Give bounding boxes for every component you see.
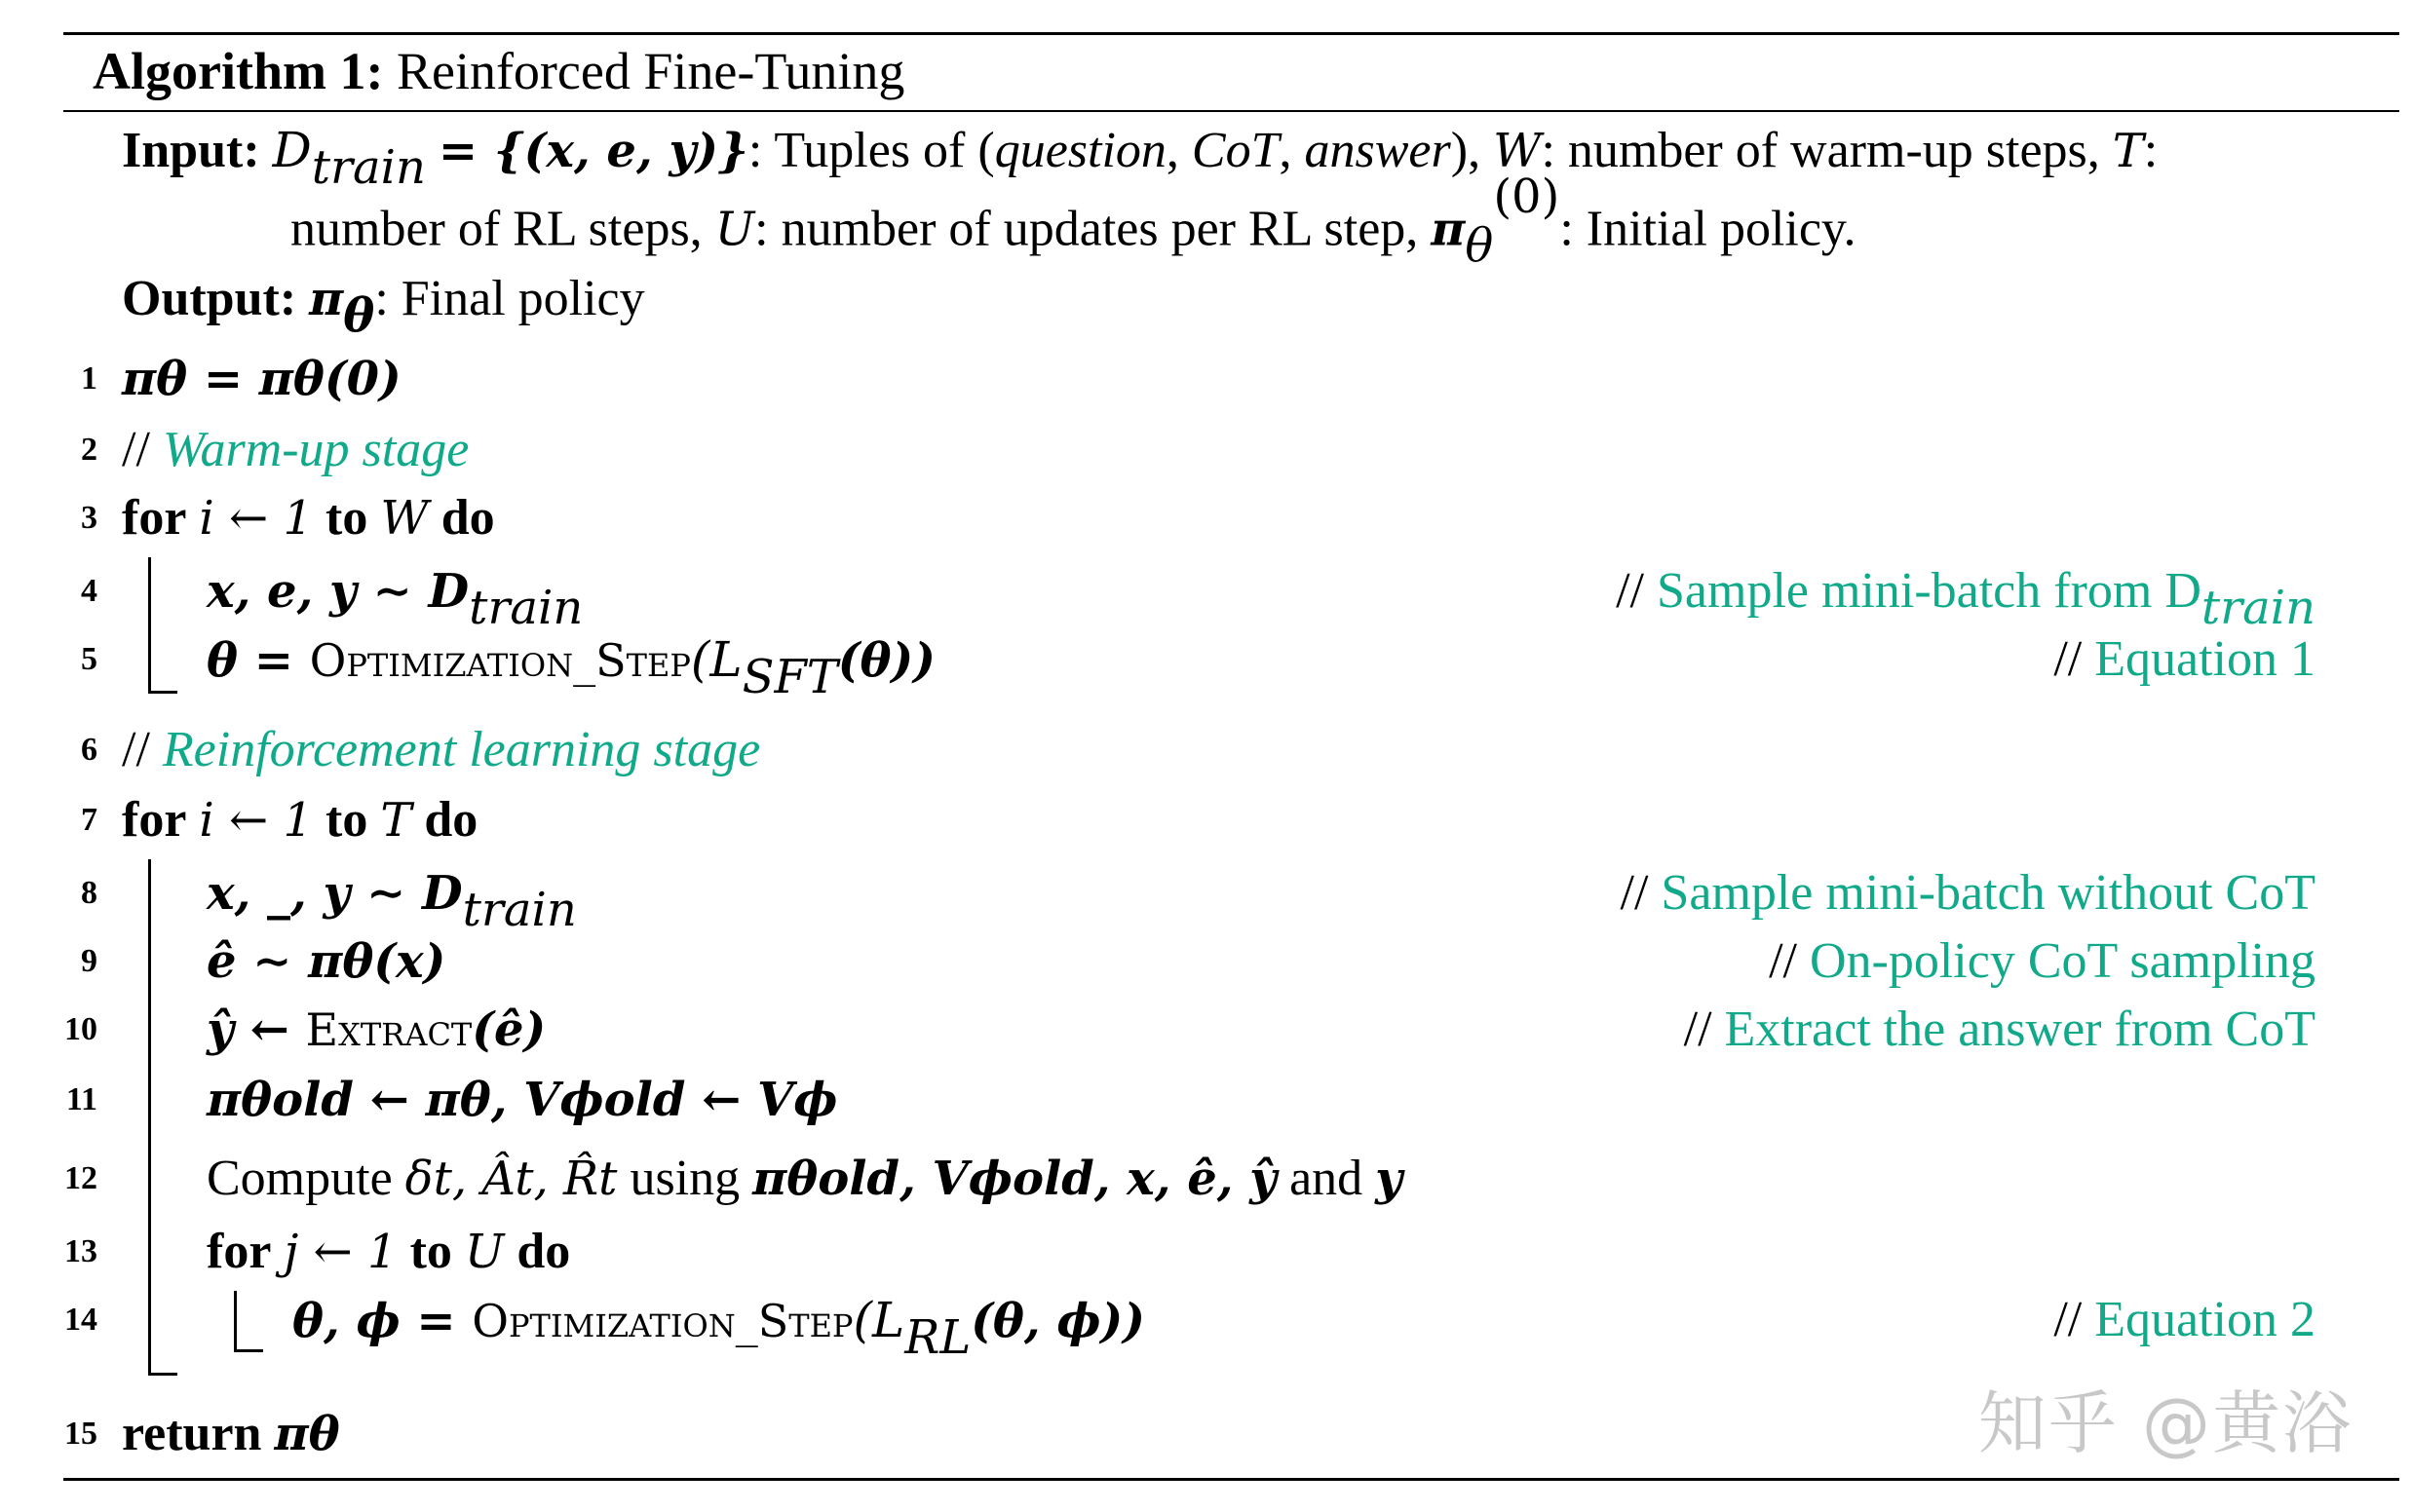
line-10-comment	[1684, 999, 2315, 1061]
line-number: 4	[81, 573, 97, 609]
loop-range: i ← 1	[199, 793, 314, 848]
comment-slashes: //	[2053, 631, 2083, 687]
return-value: πθ	[274, 1407, 340, 1461]
using-word: using	[630, 1151, 741, 1206]
dataset-symbol: D	[272, 122, 312, 178]
comment-slashes: //	[1683, 1002, 1712, 1057]
do-keyword: do	[517, 1224, 571, 1279]
for-keyword: for	[122, 792, 187, 848]
line-3	[122, 487, 495, 549]
title-rule	[63, 110, 2399, 112]
algorithm-title	[93, 37, 904, 105]
t-desc: number of RL steps,	[290, 201, 703, 257]
loop-bound: W	[380, 491, 429, 546]
to-keyword: to	[325, 490, 368, 546]
line-10-post: (ê)	[472, 1002, 547, 1057]
zhihu-watermark: 知乎 @黄浴	[1977, 1383, 2353, 1463]
line-number: 15	[64, 1416, 97, 1452]
line-12-math-2: πθold, Vϕold, x, ê, ŷ	[752, 1152, 1278, 1206]
line-14-comment	[2053, 1289, 2315, 1351]
line-14-loss: (L	[853, 1292, 905, 1348]
line-number: 5	[81, 641, 97, 677]
line-8-comment-text: Sample mini-batch without CoT	[1661, 865, 2315, 921]
line-4-comment-sub: train	[2201, 580, 2315, 635]
line-14-fn: Optimization_Step	[472, 1295, 854, 1347]
line-number: 9	[81, 943, 97, 979]
input-line-2	[290, 170, 1856, 274]
line-14-pre: θ, ϕ =	[292, 1294, 473, 1348]
do-keyword: do	[440, 490, 495, 546]
line-15	[122, 1403, 340, 1465]
line-number: 10	[64, 1011, 97, 1047]
inner-loop-end	[234, 1349, 263, 1352]
w-symbol: W	[1493, 124, 1542, 178]
rl-stage-comment: Reinforcement learning stage	[162, 722, 761, 777]
comment-slashes: //	[1616, 563, 1644, 619]
line-11-code: πθold ← πθ, Vϕold ← Vϕ	[207, 1073, 838, 1127]
line-9-code: ê ∼ πθ(x)	[207, 934, 446, 989]
line-8-sub: train	[462, 882, 577, 937]
and-word: and	[1289, 1151, 1363, 1206]
line-10-fn: Extract	[305, 1003, 473, 1056]
loop-bound: T	[380, 793, 412, 848]
line-4-expr: x, e, y ∼ D	[207, 564, 470, 619]
line-10-pre: ŷ ←	[207, 1002, 306, 1057]
comment-slashes: //	[2053, 1292, 2083, 1347]
line-number: 8	[81, 875, 97, 911]
line-5-sub: SFT	[742, 649, 838, 704]
comment-slashes: //	[1769, 933, 1797, 989]
warmup-loop-end	[148, 691, 177, 694]
tuples-suffix: ),	[1450, 123, 1481, 178]
output-label: Output:	[122, 271, 297, 326]
line-number: 3	[81, 500, 97, 536]
line-10-code	[207, 999, 546, 1061]
line-14-sub: RL	[904, 1309, 972, 1365]
output-line	[122, 268, 645, 343]
input-label: Input:	[122, 123, 260, 178]
line-12-math-1: δt, Ât, R̂t	[404, 1152, 618, 1206]
to-keyword: to	[325, 792, 368, 848]
line-5-comment	[2053, 628, 2315, 691]
line-9-comment-text: On-policy CoT sampling	[1809, 933, 2315, 989]
t-symbol: T	[2112, 124, 2144, 178]
rl-loop-end	[148, 1373, 177, 1376]
inner-loop-bar	[234, 1291, 237, 1351]
line-4-comment	[1616, 560, 2315, 635]
pi-initial-sub: θ	[1465, 218, 1494, 274]
algorithm-name: Reinforced Fine-Tuning	[396, 42, 905, 100]
line-number: 6	[81, 732, 97, 768]
for-keyword: for	[122, 490, 187, 546]
line-5-end: (θ))	[837, 633, 936, 688]
input-line-1: Input: $D_{train} = \{(x$, e, y)}: Tuples of (question, CoT, answer), W: number of warm-up steps, T:	[122, 122, 2159, 195]
line-6	[122, 719, 760, 781]
warmup-loop-bar	[148, 557, 151, 694]
loop-bound: U	[464, 1225, 505, 1279]
w-desc: : number of warm-up steps,	[1541, 123, 2100, 178]
line-number: 12	[64, 1160, 97, 1196]
line-8-code	[207, 862, 577, 937]
line-5-fn: Optimization_Step	[309, 634, 691, 687]
output-desc: : Final policy	[374, 271, 645, 326]
tuples-prefix: : Tuples of (	[747, 123, 995, 178]
line-4-comment-text: Sample mini-batch from D	[1657, 563, 2201, 619]
line-number: 2	[81, 432, 97, 468]
line-5-loss: (L	[690, 631, 743, 688]
line-12-code	[207, 1148, 1402, 1210]
line-4-sub: train	[469, 580, 584, 635]
top-rule	[63, 32, 2399, 35]
dataset-def: = {(x, e, y)}	[438, 124, 748, 178]
to-keyword: to	[409, 1224, 452, 1279]
pi-initial-desc: : Initial policy.	[1559, 201, 1856, 257]
line-5-code	[207, 628, 936, 704]
u-symbol: U	[714, 202, 755, 257]
line-4-code	[207, 560, 584, 635]
comment-slashes: //	[122, 722, 150, 777]
comment-slashes: //	[1620, 865, 1649, 921]
line-9-comment	[1769, 930, 2315, 993]
line-number: 14	[64, 1302, 97, 1338]
line-10-comment-text: Extract the answer from CoT	[1724, 1002, 2315, 1057]
line-number: 7	[81, 802, 97, 838]
line-number: 1	[81, 360, 97, 397]
output-pi-symbol: π	[309, 272, 344, 326]
line-8-comment	[1621, 862, 2316, 925]
do-keyword: do	[424, 792, 478, 848]
line-14-end: (θ, ϕ))	[971, 1294, 1145, 1348]
warmup-stage-comment: Warm-up stage	[162, 422, 470, 477]
line-5-pre: θ =	[207, 633, 310, 688]
line-number: 13	[64, 1233, 97, 1269]
return-keyword: return	[122, 1406, 262, 1461]
line-13	[207, 1221, 570, 1283]
algorithm-label: Algorithm 1:	[93, 42, 384, 100]
pi-initial-symbol: π	[1431, 202, 1466, 257]
line-2	[122, 419, 469, 481]
line-14-code	[292, 1289, 1145, 1365]
line-12-math-3: y	[1375, 1152, 1403, 1206]
line-number: 11	[65, 1081, 97, 1117]
line-1-code: πθ = πθ(0)	[122, 352, 402, 406]
pi-initial-sup: (0)	[1493, 170, 1560, 224]
tuple-question: question	[994, 123, 1167, 178]
u-desc: : number of updates per RL step,	[754, 201, 1419, 257]
loop-range: j ← 1	[284, 1225, 398, 1279]
line-7	[122, 789, 478, 851]
output-pi-sub: θ	[343, 287, 375, 343]
tuple-answer: answer	[1304, 123, 1451, 178]
loop-range: i ← 1	[199, 491, 314, 546]
t-colon: :	[2143, 123, 2159, 178]
line-8-expr: x, _, y ∼ D	[207, 866, 463, 921]
line-14-comment-text: Equation 2	[2094, 1292, 2315, 1347]
dataset-sub: train	[311, 139, 426, 195]
rl-loop-bar	[148, 859, 151, 1376]
comment-slashes: //	[122, 422, 150, 477]
for-keyword: for	[207, 1224, 272, 1279]
compute-word: Compute	[207, 1151, 393, 1206]
bottom-rule	[63, 1478, 2399, 1481]
line-5-comment-text: Equation 1	[2094, 631, 2315, 687]
tuple-cot: CoT	[1191, 123, 1280, 178]
